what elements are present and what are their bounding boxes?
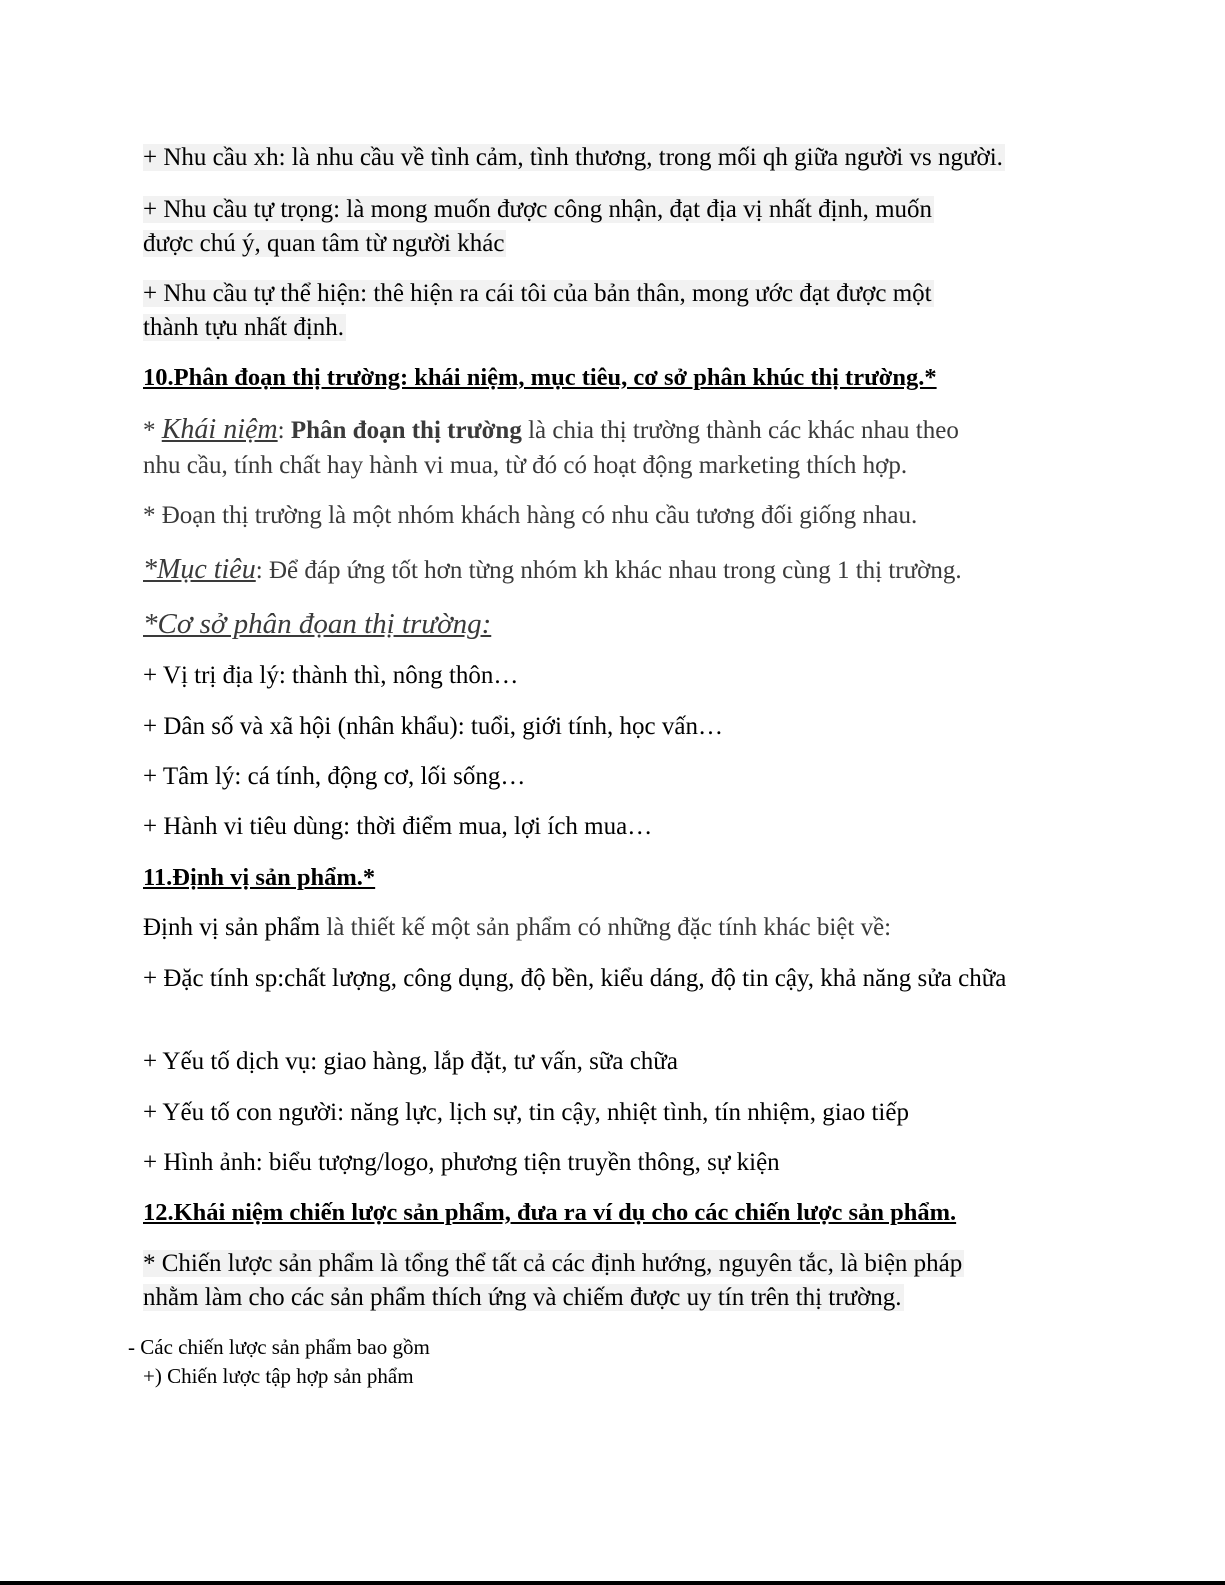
paragraph-market-segment: * Đoạn thị trường là một nhóm khách hàng có nhu cầu tương đối giống nhau. xyxy=(143,502,918,529)
page-bottom-border xyxy=(0,1581,1225,1585)
text-self-esteem-1: + Nhu cầu tự trọng: là mong muốn được công nhận, đạt địa vị nhất định, muốn xyxy=(143,196,933,223)
objective-label: *Mục tiêu xyxy=(143,554,256,585)
paragraph-strategy-list-intro: - Các chiến lược sản phẩm bao gồm xyxy=(128,1335,430,1359)
concept-colon: : xyxy=(277,417,291,444)
paragraph-concept-line1 xyxy=(143,413,959,448)
positioning-term: Định vị sản phẩm xyxy=(143,914,327,941)
list-item-psychology: + Tâm lý: cá tính, động cơ, lối sống… xyxy=(143,763,526,790)
concept-star: * xyxy=(143,417,162,444)
list-item-geography: + Vị trị địa lý: thành thì, nông thôn… xyxy=(143,662,519,689)
paragraph-strategy-line2 xyxy=(143,1281,904,1315)
text-social-needs: + Nhu cầu xh: là nhu cầu về tình cảm, tình thương, trong mối qh giữa người vs người. xyxy=(143,144,1003,171)
paragraph-self-esteem-line2 xyxy=(143,227,506,261)
text-self-actualization-1: + Nhu cầu tự thể hiện: thê hiện ra cái tôi của bản thân, mong ước đạt được một xyxy=(143,280,932,307)
objective-text: : Để đáp ứng tốt hơn từng nhóm kh khác nhau trong cùng 1 thị trường. xyxy=(255,557,962,584)
list-item-people-factors: + Yếu tố con người: năng lực, lịch sự, tin cậy, nhiệt tình, tín nhiệm, giao tiếp xyxy=(143,1099,909,1126)
basis-label: *Cơ sở phân đọan thị trường: xyxy=(143,608,492,640)
concept-definition: là chia thị trường thành các khác nhau theo xyxy=(521,417,959,444)
text-self-esteem-2: được chú ý, quan tâm từ người khác xyxy=(143,230,505,257)
paragraph-objective xyxy=(143,553,962,588)
list-item-service-factors: + Yếu tố dịch vụ: giao hàng, lắp đặt, tư vấn, sữa chữa xyxy=(143,1048,678,1075)
paragraph-self-actualization-line1 xyxy=(143,277,934,311)
text-self-actualization-2: thành tựu nhất định. xyxy=(143,314,345,341)
paragraph-self-actualization-line2 xyxy=(143,311,346,345)
concept-label: Khái niệm xyxy=(161,414,278,445)
list-item-demographics: + Dân số và xã hội (nhân khẩu): tuổi, giới tính, học vấn… xyxy=(143,713,723,740)
list-item-image: + Hình ảnh: biểu tượng/logo, phương tiện truyền thông, sự kiện xyxy=(143,1149,780,1176)
text-strategy-2: nhằm làm cho các sản phẩm thích ứng và chiếm được uy tín trên thị trường. xyxy=(143,1284,902,1311)
paragraph-strategy-line1 xyxy=(143,1247,964,1281)
heading-section-12: 12.Khái niệm chiến lược sản phẩm, đưa ra ví dụ cho các chiến lược sản phẩm. xyxy=(143,1199,957,1226)
heading-section-10: 10.Phân đoạn thị trường: khái niệm, mục tiêu, cơ sở phân khúc thị trường.* xyxy=(143,364,937,391)
list-item-product-attributes: + Đặc tính sp:chất lượng, công dụng, độ bền, kiểu dáng, độ tin cậy, khả năng sửa chữa xyxy=(143,965,1007,992)
paragraph-basis-label xyxy=(143,607,491,643)
positioning-definition: là thiết kế một sản phẩm có những đặc tính khác biệt về: xyxy=(326,914,892,941)
paragraph-social-needs xyxy=(143,141,1005,175)
concept-term: Phân đoạn thị trường xyxy=(290,417,522,444)
paragraph-concept-line2: nhu cầu, tính chất hay hành vi mua, từ đó có hoạt động marketing thích hợp. xyxy=(143,452,908,479)
list-item-behavior: + Hành vi tiêu dùng: thời điểm mua, lợi ích mua… xyxy=(143,813,653,840)
heading-section-11: 11.Định vị sản phẩm.* xyxy=(143,864,376,891)
paragraph-positioning xyxy=(143,911,891,945)
text-strategy-1: * Chiến lược sản phẩm là tổng thể tất cả các định hướng, nguyên tắc, là biện pháp xyxy=(143,1250,963,1277)
list-item-product-set-strategy: +) Chiến lược tập hợp sản phẩm xyxy=(143,1364,414,1388)
paragraph-self-esteem-line1 xyxy=(143,193,934,227)
